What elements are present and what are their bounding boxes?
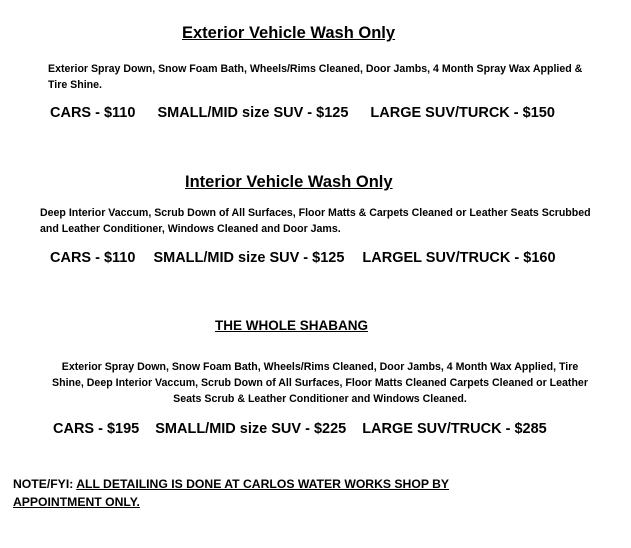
price-large-suv-truck: LARGE SUV/TURCK - $150 (370, 105, 555, 121)
note-label: NOTE/FYI: (13, 477, 74, 491)
section-title-interior: Interior Vehicle Wash Only (185, 173, 393, 191)
section-description-interior: Deep Interior Vaccum, Scrub Down of All Surfaces, Floor Matts & Carpets Cleaned or Leather Seats Scrubbed and Leather Conditioner, Windows Cleaned and Door Jams. (40, 207, 591, 235)
price-row-interior (50, 250, 556, 266)
price-small-mid-suv: SMALL/MID size SUV - $125 (153, 250, 345, 266)
section-title-exterior: Exterior Vehicle Wash Only (182, 24, 396, 42)
section-description-exterior: Exterior Spray Down, Snow Foam Bath, Wheels/Rims Cleaned, Door Jambs, 4 Month Spray Wax Applied & Tire Shine. (48, 63, 583, 91)
appointment-note (13, 475, 513, 511)
section-description-whole-shabang: Exterior Spray Down, Snow Foam Bath, Wheels/Rims Cleaned, Door Jambs, 4 Month Wax Applied, Tire Shine, Deep Interior Vaccum, Scrub Down of All Surfaces, Floor Matts Cleaned Carpets Cleaned or Leather Seats Scrub & Leather Conditioner and Windows Cleaned. (52, 361, 588, 405)
price-cars: CARS - $195 (53, 421, 140, 437)
price-small-mid-suv: SMALL/MID size SUV - $125 (157, 105, 349, 121)
price-large-suv-truck: LARGEL SUV/TRUCK - $160 (362, 250, 556, 266)
price-cars: CARS - $110 (50, 105, 136, 121)
note-text: ALL DETAILING IS DONE AT CARLOS WATER WORKS SHOP BY APPOINTMENT ONLY. (13, 477, 450, 509)
price-large-suv-truck: LARGE SUV/TRUCK - $285 (362, 421, 547, 437)
price-row-whole-shabang (53, 421, 547, 437)
price-cars: CARS - $110 (50, 250, 136, 266)
price-row-exterior (50, 105, 555, 121)
price-small-mid-suv: SMALL/MID size SUV - $225 (155, 421, 347, 437)
section-title-whole-shabang: THE WHOLE SHABANG (215, 318, 368, 333)
